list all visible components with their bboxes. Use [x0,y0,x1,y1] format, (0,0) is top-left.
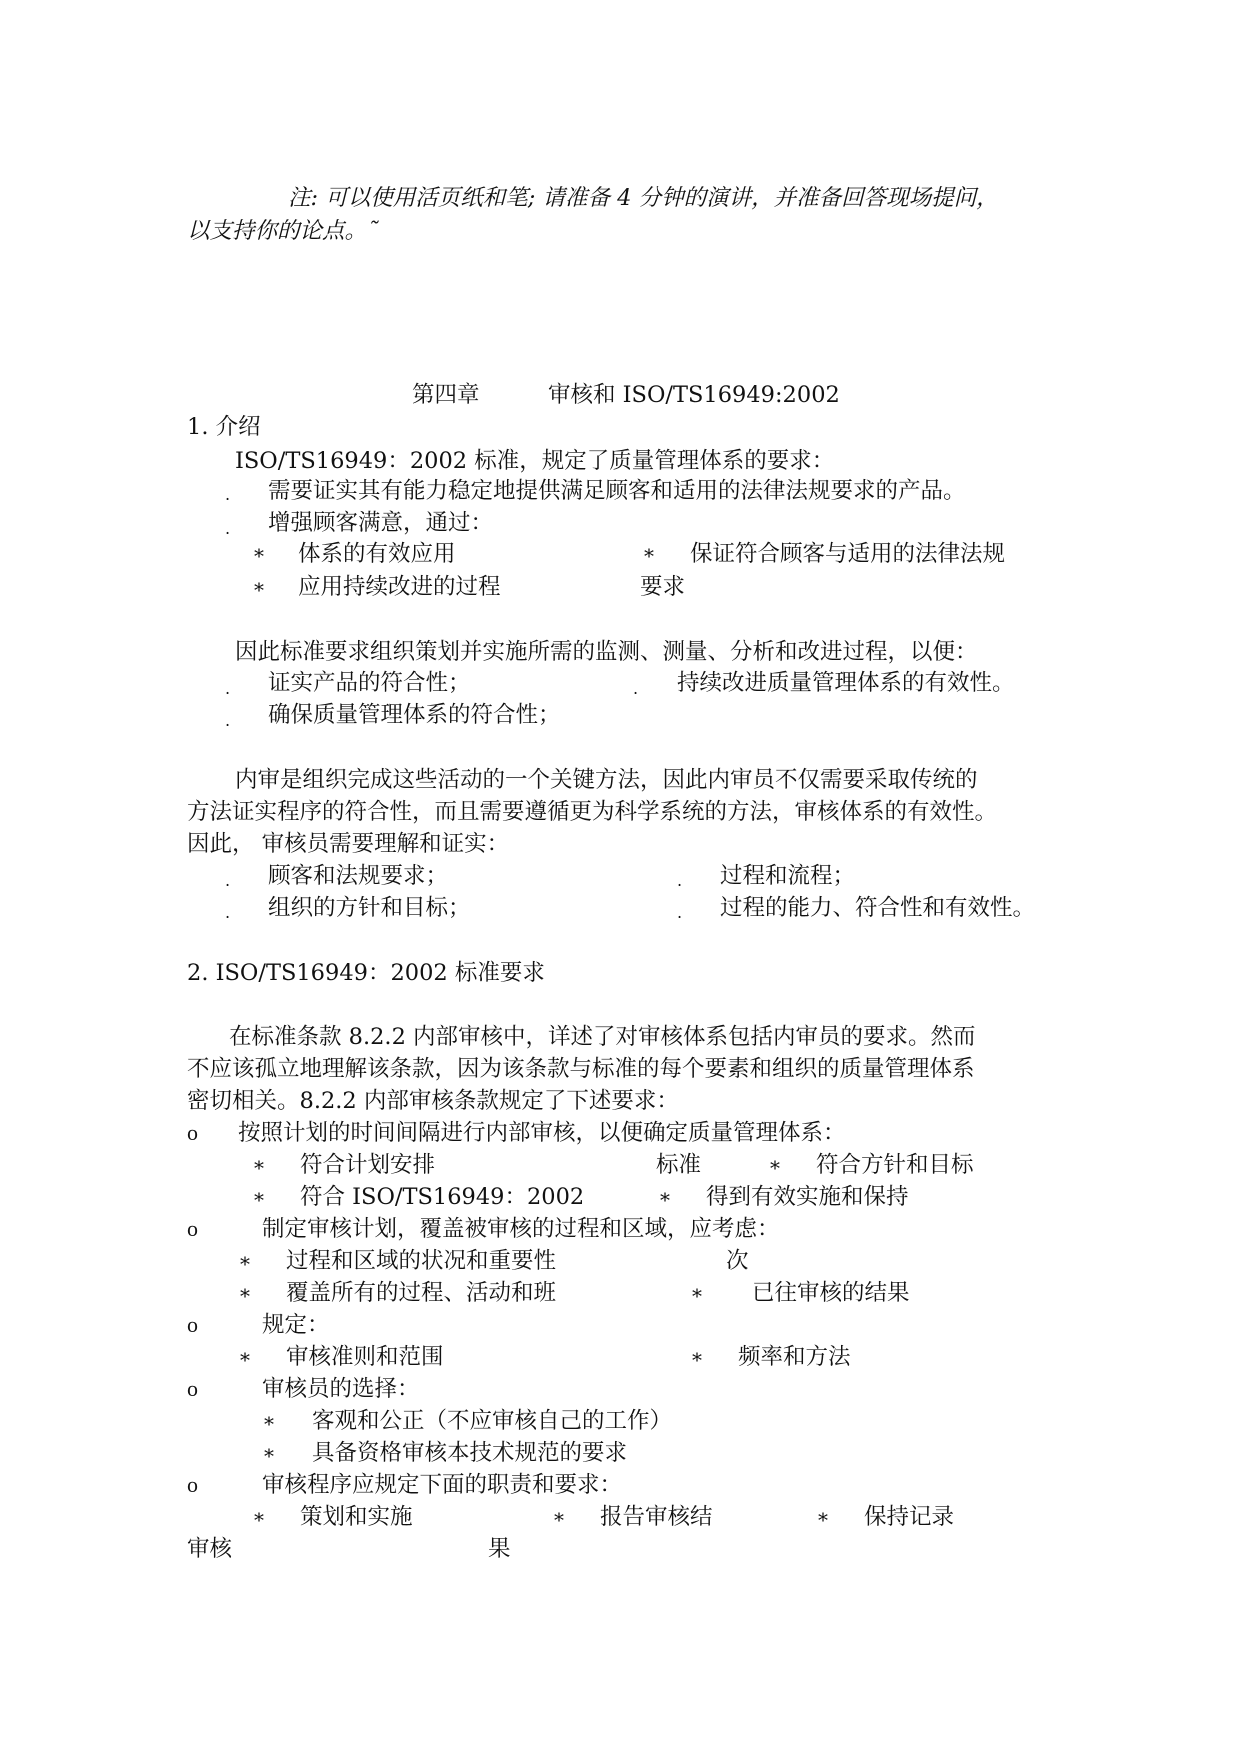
star-bullet: * [254,544,264,568]
star-bullet: * [554,1508,564,1532]
o2-item-shift: 次 [726,1248,749,1274]
o-bullet: o [187,1472,198,1497]
bullet-dot: . [225,679,231,698]
bullet-dot: . [225,485,231,504]
star-bullet: * [770,1156,780,1180]
o-bullet: o [187,1312,198,1337]
o1-item-standard: 标准 [656,1152,702,1178]
requirement-1: 需要证实其有能力稳定地提供满足顾客和适用的法律法规要求的产品。 [268,478,966,504]
o5-item-audit-wrap: 审核 [187,1536,233,1562]
star-bullet: * [254,1508,264,1532]
bullet-dot: . [677,871,683,890]
star-bullet: * [264,1444,274,1468]
paragraph-3-line-3: 因此， 审核员需要理解和证实： [187,831,510,857]
p3-item-policy-objectives: 组织的方针和目标； [268,895,471,921]
star-bullet: * [240,1348,250,1372]
o1-text: 按照计划的时间间隔进行内部审核，以便确定质量管理体系： [238,1120,846,1146]
o3-item-frequency: 频率和方法 [738,1344,851,1370]
o2-item-previous-results: 已往审核的结果 [752,1280,910,1306]
p3-item-customer-requirements: 顾客和法规要求； [268,863,449,889]
sub-item-continual-improvement: 应用持续改进的过程 [298,574,501,600]
chapter-label: 第四章 [412,382,480,408]
star-bullet: * [264,1412,274,1436]
p2-item-improve-effectiveness: 持续改进质量管理体系的有效性。 [677,670,1015,696]
bullet-dot: . [225,903,231,922]
o5-item-records: 保持记录 [864,1504,955,1530]
p3-item-process-capability: 过程的能力、符合性和有效性。 [720,895,1036,921]
p2-item-system-conformity: 确保质量管理体系的符合性； [268,702,561,728]
section-1-heading: 1. 介绍 [187,414,261,440]
o2-text: 制定审核计划，覆盖被审核的过程和区域，应考虑： [262,1216,780,1242]
o1-item-iso: 符合 ISO/TS16949：2002 [300,1184,585,1210]
o2-item-status: 过程和区域的状况和重要性 [286,1248,557,1274]
star-bullet: * [644,544,654,568]
star-bullet: * [254,1188,264,1212]
star-bullet: * [692,1284,702,1308]
bullet-dot: . [225,871,231,890]
o2-item-coverage: 覆盖所有的过程、活动和班 [286,1280,557,1306]
o-bullet: o [187,1216,198,1241]
star-bullet: * [240,1252,250,1276]
p3-item-process-flow: 过程和流程； [720,863,856,889]
section-2-para-line-2: 不应该孤立地理解该条款，因为该条款与标准的每个要素和组织的质量管理体系 [187,1056,975,1082]
sub-item-requirements: 要求 [640,574,686,600]
o5-item-result-wrap: 果 [488,1536,511,1562]
o5-text: 审核程序应规定下面的职责和要求： [262,1472,623,1498]
section-1-intro: ISO/TS16949：2002 标准，规定了质量管理体系的要求： [235,448,835,474]
section-2-para-line-3: 密切相关。8.2.2 内部审核条款规定了下述要求： [187,1088,679,1114]
requirement-2: 增强顾客满意，通过： [268,510,494,536]
note-line-1: 注: 可以使用活页纸和笔; 请准备 4 分钟的演讲，并准备回答现场提问， [288,185,999,211]
o4-item-objective: 客观和公正（不应审核自己的工作） [312,1408,673,1434]
o3-item-criteria: 审核准则和范围 [286,1344,444,1370]
o1-item-policy: 符合方针和目标 [816,1152,974,1178]
o4-item-qualified: 具备资格审核本技术规范的要求 [312,1440,628,1466]
bullet-dot: . [633,679,639,698]
p2-item-product-conformity: 证实产品的符合性； [268,670,471,696]
o-bullet: o [187,1376,198,1401]
star-bullet: * [692,1348,702,1372]
bullet-dot: . [677,903,683,922]
bullet-dot: . [225,519,231,538]
o3-text: 规定： [262,1312,330,1338]
star-bullet: * [660,1188,670,1212]
o-bullet: o [187,1120,198,1145]
sub-item-compliance: 保证符合顾客与适用的法律法规 [690,541,1006,567]
o5-item-plan-implement: 策划和实施 [300,1504,413,1530]
paragraph-3-line-1: 内审是组织完成这些活动的一个关键方法，因此内审员不仅需要采取传统的 [235,767,978,793]
star-bullet: * [240,1284,250,1308]
section-2-para-line-1: 在标准条款 8.2.2 内部审核中，详述了对审核体系包括内审员的要求。然而 [229,1024,976,1050]
note-line-2: 以支持你的论点。˜ [187,218,379,244]
bullet-dot: . [225,711,231,730]
paragraph-2: 因此标准要求组织策划并实施所需的监测、测量、分析和改进过程，以便： [235,639,978,665]
chapter-title: 审核和 ISO/TS16949:2002 [548,382,840,408]
o1-item-implemented: 得到有效实施和保持 [706,1184,909,1210]
section-2-heading: 2. ISO/TS16949：2002 标准要求 [187,960,545,986]
o1-item-plan: 符合计划安排 [300,1152,436,1178]
star-bullet: * [254,578,264,602]
sub-item-effective-application: 体系的有效应用 [298,541,456,567]
paragraph-3-line-2: 方法证实程序的符合性，而且需要遵循更为科学系统的方法，审核体系的有效性。 [187,799,998,825]
o4-text: 审核员的选择： [262,1376,420,1402]
o5-item-report: 报告审核结 [600,1504,713,1530]
star-bullet: * [254,1156,264,1180]
star-bullet: * [818,1508,828,1532]
